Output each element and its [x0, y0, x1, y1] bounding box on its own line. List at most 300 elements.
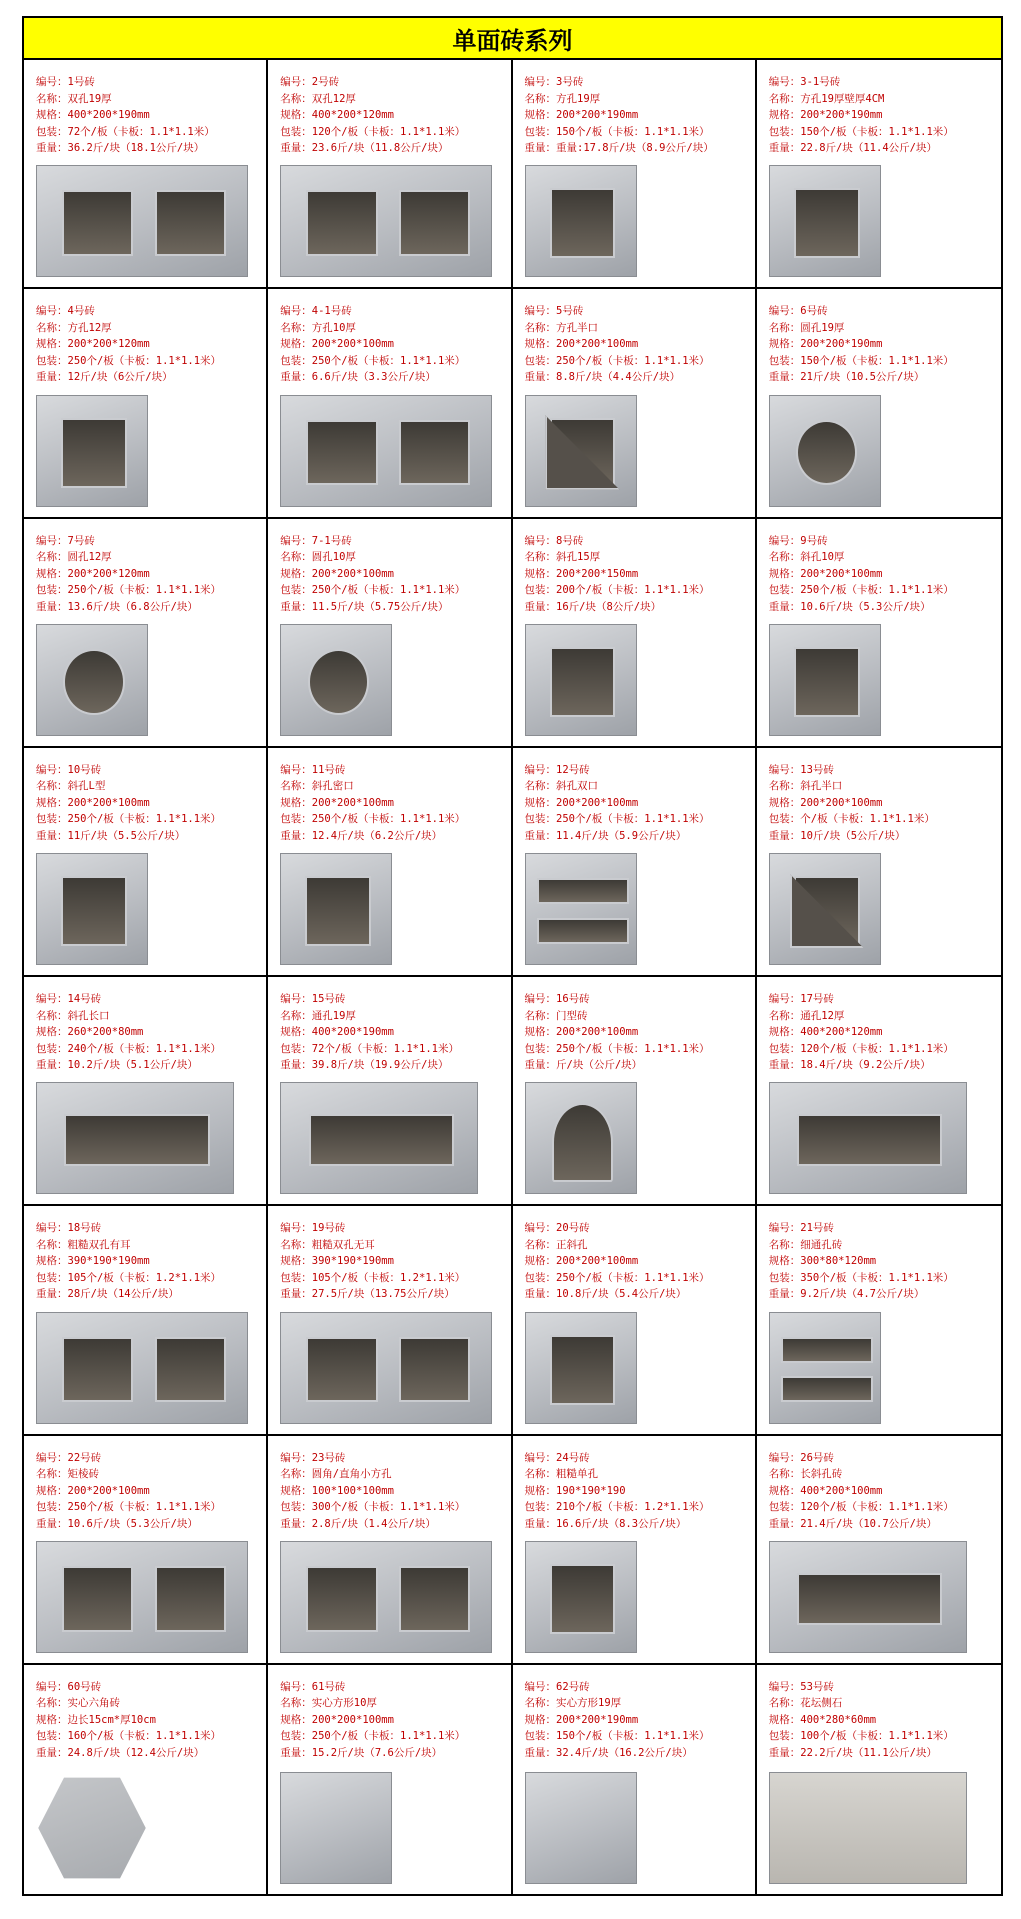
product-info: [525, 1220, 745, 1303]
product-weight: 32.4斤/块（16.2公斤/块）: [556, 1746, 693, 1759]
field-label-name: 名称：: [768, 1238, 801, 1251]
product-code: 3号砖: [556, 76, 584, 88]
product-name-line: [769, 1466, 991, 1483]
product-card: [513, 289, 757, 518]
product-spec: 200*200*100mm: [556, 1255, 639, 1268]
product-name: 矩棱砖: [67, 1468, 99, 1480]
field-label-pack: 包装：: [280, 584, 312, 596]
product-pack-line: [769, 582, 991, 599]
product-code: 2号砖: [311, 76, 340, 88]
brick-hole: [155, 1566, 226, 1632]
product-card: [24, 748, 268, 977]
field-label-name: 名称：: [280, 1009, 312, 1022]
product-photo: [280, 1772, 392, 1884]
product-pack-line: [525, 1270, 745, 1287]
field-label-weight: 重量：: [280, 1746, 312, 1759]
brick-hole: [306, 1337, 377, 1403]
product-code: 3-1号砖: [800, 76, 841, 88]
product-code-line: [36, 762, 256, 779]
field-label-pack: 包装：: [768, 1271, 801, 1284]
product-spec: 200*200*100mm: [800, 796, 883, 809]
product-pack-line: [36, 1499, 256, 1516]
product-photo: [769, 1772, 967, 1884]
field-label-spec: 规格：: [524, 1026, 556, 1038]
product-code-line: [280, 1679, 500, 1696]
product-code: 24号砖: [556, 1451, 590, 1464]
brick-hole: [63, 649, 124, 715]
field-label-name: 名称：: [280, 551, 312, 563]
product-card: [757, 289, 1001, 518]
product-pack: 160个/板（卡板：1.1*1.1米）: [67, 1730, 222, 1743]
product-card: [24, 1436, 268, 1665]
field-label-weight: 重量：: [768, 1746, 801, 1759]
product-name: 方孔12厚: [67, 321, 112, 334]
field-label-name: 名称：: [768, 551, 801, 563]
product-name: 斜孔半口: [800, 780, 843, 793]
product-spec-line: [769, 566, 991, 583]
field-label-name: 名称：: [524, 780, 556, 793]
product-weight-line: [525, 1057, 745, 1074]
product-name: 粗糙双孔有耳: [67, 1238, 131, 1251]
product-spec: 400*200*100mm: [800, 1484, 883, 1497]
field-label-code: 编号：: [768, 763, 801, 776]
product-card: [513, 977, 757, 1206]
product-photo: [280, 1312, 492, 1424]
product-spec: 260*200*80mm: [67, 1026, 144, 1038]
field-label-weight: 重量：: [524, 1288, 556, 1301]
product-name-line: [36, 1695, 256, 1712]
field-label-weight: 重量：: [524, 829, 556, 842]
product-weight-line: [36, 1516, 256, 1533]
product-card: [268, 1665, 512, 1894]
product-weight-line: [280, 599, 500, 616]
product-info: [769, 74, 991, 157]
product-spec: 400*200*120mm: [311, 109, 394, 121]
product-spec-line: [36, 1024, 256, 1041]
field-label-pack: 包装：: [524, 584, 556, 596]
brick-hole: [537, 878, 629, 904]
product-card: [24, 289, 268, 518]
product-spec: 200*200*190mm: [800, 109, 883, 121]
product-info: [36, 303, 256, 386]
field-label-pack: 包装：: [280, 354, 312, 367]
product-card: [757, 748, 1001, 977]
field-label-weight: 重量：: [524, 1746, 556, 1759]
brick-hole: [399, 190, 470, 256]
brick-hole: [399, 1566, 470, 1632]
product-weight-line: [280, 1286, 500, 1303]
product-spec-line: [36, 566, 256, 583]
product-spec-line: [36, 1483, 256, 1500]
product-pack: 250个/板（卡板：1.1*1.1米）: [311, 354, 466, 367]
field-label-weight: 重量：: [280, 829, 312, 842]
field-label-pack: 包装：: [768, 1042, 801, 1055]
field-label-name: 名称：: [768, 321, 801, 334]
field-label-code: 编号：: [36, 993, 68, 1005]
product-spec-line: [280, 795, 500, 812]
field-label-weight: 重量：: [280, 1059, 312, 1071]
field-label-code: 编号：: [768, 1222, 801, 1235]
catalog-sheet: [22, 16, 1003, 1896]
product-code-line: [769, 303, 991, 320]
product-photo: [769, 1541, 967, 1653]
field-label-code: 编号：: [36, 76, 68, 88]
product-weight: 12.4斤/块（6.2公斤/块）: [311, 829, 443, 842]
product-spec: 200*200*100mm: [311, 567, 394, 580]
product-weight-line: [36, 828, 256, 845]
product-weight-line: [280, 1745, 500, 1762]
field-label-weight: 重量：: [524, 1059, 556, 1071]
product-weight: 10.6斤/块（5.3公斤/块）: [800, 600, 931, 613]
product-spec: 390*190*190mm: [67, 1255, 150, 1268]
field-label-weight: 重量：: [524, 600, 556, 613]
field-label-name: 名称：: [36, 1697, 68, 1710]
product-name-line: [769, 549, 991, 566]
field-label-spec: 规格：: [280, 567, 312, 580]
product-weight: 16.6斤/块（8.3公斤/块）: [556, 1517, 687, 1530]
product-pack-line: [525, 124, 745, 141]
product-code: 10号砖: [67, 763, 102, 776]
field-label-pack: 包装：: [280, 125, 312, 138]
product-code-line: [769, 1679, 991, 1696]
product-name: 双孔12厚: [311, 92, 356, 105]
product-card: [268, 519, 512, 748]
product-weight: 28斤/块（14公斤/块）: [67, 1288, 179, 1301]
product-info: [280, 1220, 500, 1303]
field-label-name: 名称：: [768, 92, 801, 105]
field-label-weight: 重量：: [768, 1517, 801, 1530]
product-spec-line: [769, 1483, 991, 1500]
product-pack-line: [525, 353, 745, 370]
product-card: [757, 1436, 1001, 1665]
product-weight: 24.8斤/块（12.4公斤/块）: [67, 1746, 205, 1759]
product-grid: [24, 60, 1001, 1894]
product-info: [36, 1220, 256, 1303]
product-name-line: [280, 1695, 500, 1712]
product-weight: 8.8斤/块（4.4公斤/块）: [556, 371, 681, 384]
product-weight: 重量:17.8斤/块（8.9公斤/块）: [556, 142, 714, 154]
brick-hole: [62, 1337, 133, 1403]
product-pack: 120个/板（卡板：1.1*1.1米）: [800, 1501, 954, 1513]
product-code: 4号砖: [67, 305, 95, 318]
product-name: 圆角/直角小方孔: [311, 1468, 392, 1480]
field-label-pack: 包装：: [524, 813, 556, 826]
product-spec: 200*200*100mm: [556, 796, 639, 809]
product-spec-line: [769, 795, 991, 812]
field-label-weight: 重量：: [280, 1517, 312, 1530]
product-pack-line: [36, 582, 256, 599]
product-name: 细通孔砖: [800, 1238, 843, 1251]
product-pack: 个/板（卡板：1.1*1.1米）: [800, 813, 935, 826]
field-label-code: 编号：: [36, 305, 68, 318]
field-label-weight: 重量：: [36, 371, 68, 384]
product-code: 14号砖: [67, 993, 102, 1005]
product-pack: 105个/板（卡板：1.2*1.1米）: [311, 1271, 466, 1284]
product-pack-line: [36, 124, 256, 141]
product-code-line: [525, 1679, 745, 1696]
field-label-code: 编号：: [36, 1451, 68, 1464]
product-spec-line: [525, 566, 745, 583]
product-card: [24, 1665, 268, 1894]
product-weight-line: [36, 1745, 256, 1762]
field-label-pack: 包装：: [280, 813, 312, 826]
field-label-name: 名称：: [768, 1468, 801, 1480]
product-card: [268, 60, 512, 289]
field-label-weight: 重量：: [36, 829, 68, 842]
product-card: [268, 1436, 512, 1665]
product-info: [36, 762, 256, 845]
product-pack-line: [36, 1270, 256, 1287]
product-code: 26号砖: [800, 1451, 834, 1464]
product-spec: 200*200*100mm: [556, 1026, 639, 1038]
product-code-line: [280, 74, 500, 91]
product-spec-line: [769, 107, 991, 124]
field-label-weight: 重量：: [36, 1746, 68, 1759]
field-label-pack: 包装：: [524, 1730, 556, 1743]
product-pack-line: [769, 353, 991, 370]
field-label-code: 编号：: [768, 1451, 801, 1464]
product-weight-line: [280, 140, 500, 157]
field-label-name: 名称：: [768, 780, 801, 793]
product-pack: 200个/板（卡板：1.1*1.1米）: [556, 584, 710, 596]
field-label-weight: 重量：: [36, 600, 68, 613]
product-name: 斜孔10厚: [800, 551, 845, 563]
product-code-line: [525, 1220, 745, 1237]
product-card: [513, 1665, 757, 1894]
product-weight: 21.4斤/块（10.7公斤/块）: [800, 1517, 937, 1530]
brick-hole: [155, 190, 226, 256]
product-spec-line: [36, 1253, 256, 1270]
product-pack: 350个/板（卡板：1.1*1.1米）: [800, 1271, 954, 1284]
product-info: [525, 533, 745, 616]
product-name-line: [36, 778, 256, 795]
product-weight-line: [769, 1516, 991, 1533]
product-weight-line: [280, 828, 500, 845]
product-code: 7-1号砖: [311, 534, 352, 547]
product-weight: 10.2斤/块（5.1公斤/块）: [67, 1059, 198, 1071]
product-pack-line: [280, 1728, 500, 1745]
product-name: 方孔10厚: [311, 321, 356, 334]
product-card: [757, 60, 1001, 289]
product-card: [757, 1665, 1001, 1894]
product-spec-line: [280, 1483, 500, 1500]
product-name-line: [36, 1008, 256, 1025]
field-label-code: 编号：: [524, 763, 556, 776]
product-pack-line: [280, 353, 500, 370]
field-label-name: 名称：: [36, 1009, 68, 1022]
field-label-weight: 重量：: [280, 600, 312, 613]
product-weight-line: [525, 369, 745, 386]
brick-hole: [64, 1114, 209, 1166]
product-weight-line: [525, 1286, 745, 1303]
field-label-spec: 规格：: [280, 109, 312, 121]
product-photo: [36, 1312, 248, 1424]
product-name: 双孔19厚: [67, 92, 112, 105]
product-spec: 200*200*190mm: [800, 338, 883, 351]
field-label-spec: 规格：: [524, 338, 556, 351]
product-info: [769, 1450, 991, 1533]
field-label-code: 编号：: [768, 993, 801, 1005]
product-code-line: [36, 74, 256, 91]
brick-hole: [550, 188, 616, 258]
product-code: 60号砖: [67, 1680, 102, 1693]
product-spec: 200*200*190mm: [556, 109, 639, 121]
field-label-weight: 重量：: [36, 1517, 68, 1530]
product-pack-line: [525, 811, 745, 828]
product-spec: 390*190*190mm: [311, 1255, 394, 1268]
product-weight: 6.6斤/块（3.3公斤/块）: [311, 371, 436, 384]
brick-hole: [794, 188, 860, 258]
brick-hole: [61, 418, 127, 488]
product-spec-line: [280, 1712, 500, 1729]
product-name-line: [36, 91, 256, 108]
field-label-weight: 重量：: [280, 1288, 312, 1301]
field-label-name: 名称：: [280, 1697, 312, 1710]
product-pack: 250个/板（卡板：1.1*1.1米）: [556, 813, 710, 826]
brick-hole: [794, 647, 860, 717]
field-label-pack: 包装：: [524, 354, 556, 367]
product-info: [280, 74, 500, 157]
product-pack-line: [525, 1499, 745, 1516]
product-name-line: [769, 91, 991, 108]
product-weight-line: [280, 1516, 500, 1533]
field-label-code: 编号：: [280, 1222, 312, 1235]
product-code-line: [280, 1450, 500, 1467]
field-label-spec: 规格：: [36, 1484, 68, 1497]
product-spec-line: [36, 1712, 256, 1729]
product-weight: 2.8斤/块（1.4公斤/块）: [311, 1517, 436, 1530]
product-name-line: [36, 320, 256, 337]
product-info: [769, 1220, 991, 1303]
product-info: [525, 991, 745, 1074]
field-label-pack: 包装：: [36, 813, 68, 826]
brick-hole: [305, 876, 371, 946]
product-pack: 250个/板（卡板：1.1*1.1米）: [556, 1042, 710, 1055]
product-pack: 72个/板（卡板：1.1*1.1米）: [67, 125, 215, 138]
product-card: [513, 1436, 757, 1665]
product-pack: 150个/板（卡板：1.1*1.1米）: [800, 125, 954, 138]
product-code: 1号砖: [67, 76, 95, 88]
product-spec-line: [525, 336, 745, 353]
product-photo: [525, 1772, 637, 1884]
product-code: 22号砖: [67, 1451, 102, 1464]
product-name: 实心六角砖: [67, 1697, 120, 1710]
field-label-spec: 规格：: [768, 1026, 801, 1038]
field-label-name: 名称：: [768, 1697, 801, 1710]
product-spec-line: [280, 1024, 500, 1041]
product-weight-line: [769, 1286, 991, 1303]
product-name: 斜孔15厚: [556, 551, 601, 563]
product-pack-line: [769, 1270, 991, 1287]
field-label-name: 名称：: [36, 1468, 68, 1480]
product-photo: [769, 853, 881, 965]
product-weight: 12斤/块（6公斤/块）: [67, 371, 173, 384]
product-card: [513, 748, 757, 977]
field-label-spec: 规格：: [280, 338, 312, 351]
product-spec: 400*200*190mm: [67, 109, 150, 121]
product-weight: 10斤/块（5公斤/块）: [800, 829, 906, 842]
product-info: [280, 991, 500, 1074]
product-name-line: [280, 778, 500, 795]
product-name-line: [36, 1466, 256, 1483]
product-name: 粗糙单孔: [556, 1468, 598, 1480]
field-label-pack: 包装：: [768, 125, 801, 138]
product-weight: 22.2斤/块（11.1公斤/块）: [800, 1746, 937, 1759]
product-pack-line: [525, 1728, 745, 1745]
field-label-pack: 包装：: [36, 354, 68, 367]
product-code-line: [36, 1220, 256, 1237]
product-weight-line: [36, 1057, 256, 1074]
field-label-pack: 包装：: [280, 1501, 312, 1513]
product-pack-line: [36, 1728, 256, 1745]
product-code: 8号砖: [556, 534, 584, 547]
product-name-line: [769, 1695, 991, 1712]
field-label-code: 编号：: [524, 1222, 556, 1235]
field-label-name: 名称：: [280, 92, 312, 105]
product-weight-line: [769, 1745, 991, 1762]
product-name: 斜孔L型: [67, 780, 106, 793]
product-code: 61号砖: [311, 1680, 346, 1693]
product-name-line: [525, 320, 745, 337]
product-photo: [525, 624, 637, 736]
field-label-pack: 包装：: [36, 125, 68, 138]
product-photo: [769, 1082, 967, 1194]
field-label-name: 名称：: [524, 1468, 556, 1480]
brick-hole: [155, 1337, 226, 1403]
product-weight-line: [525, 1516, 745, 1533]
field-label-pack: 包装：: [280, 1730, 312, 1743]
product-weight: 10.6斤/块（5.3公斤/块）: [67, 1517, 198, 1530]
field-label-spec: 规格：: [524, 567, 556, 580]
product-spec: 边长15cm*厚10cm: [67, 1713, 156, 1726]
field-label-spec: 规格：: [768, 796, 801, 809]
brick-hole: [537, 918, 629, 944]
product-pack-line: [525, 582, 745, 599]
field-label-code: 编号：: [280, 76, 312, 88]
brick-hole: [399, 420, 470, 486]
product-code-line: [280, 991, 500, 1008]
field-label-pack: 包装：: [524, 1042, 556, 1055]
product-spec: 200*200*100mm: [311, 1713, 394, 1726]
product-photo: [280, 1541, 492, 1653]
product-card: [24, 519, 268, 748]
product-info: [280, 533, 500, 616]
field-label-name: 名称：: [524, 1697, 556, 1710]
product-spec-line: [769, 1024, 991, 1041]
product-name-line: [525, 1695, 745, 1712]
field-label-name: 名称：: [280, 1238, 312, 1251]
product-code-line: [280, 303, 500, 320]
product-spec-line: [36, 336, 256, 353]
product-spec: 200*200*100mm: [67, 1484, 150, 1497]
field-label-spec: 规格：: [524, 109, 556, 121]
product-info: [36, 1679, 256, 1762]
product-photo: [280, 853, 392, 965]
product-info: [525, 762, 745, 845]
product-code-line: [525, 533, 745, 550]
product-name-line: [280, 1008, 500, 1025]
product-code: 6号砖: [800, 305, 828, 318]
product-pack-line: [769, 1499, 991, 1516]
field-label-name: 名称：: [524, 1238, 556, 1251]
field-label-pack: 包装：: [36, 1730, 68, 1743]
product-pack: 250个/板（卡板：1.1*1.1米）: [800, 584, 954, 596]
field-label-spec: 规格：: [768, 109, 801, 121]
field-label-name: 名称：: [36, 551, 68, 563]
field-label-pack: 包装：: [768, 354, 801, 367]
product-name: 方孔19厚: [556, 92, 601, 105]
product-code-line: [525, 762, 745, 779]
